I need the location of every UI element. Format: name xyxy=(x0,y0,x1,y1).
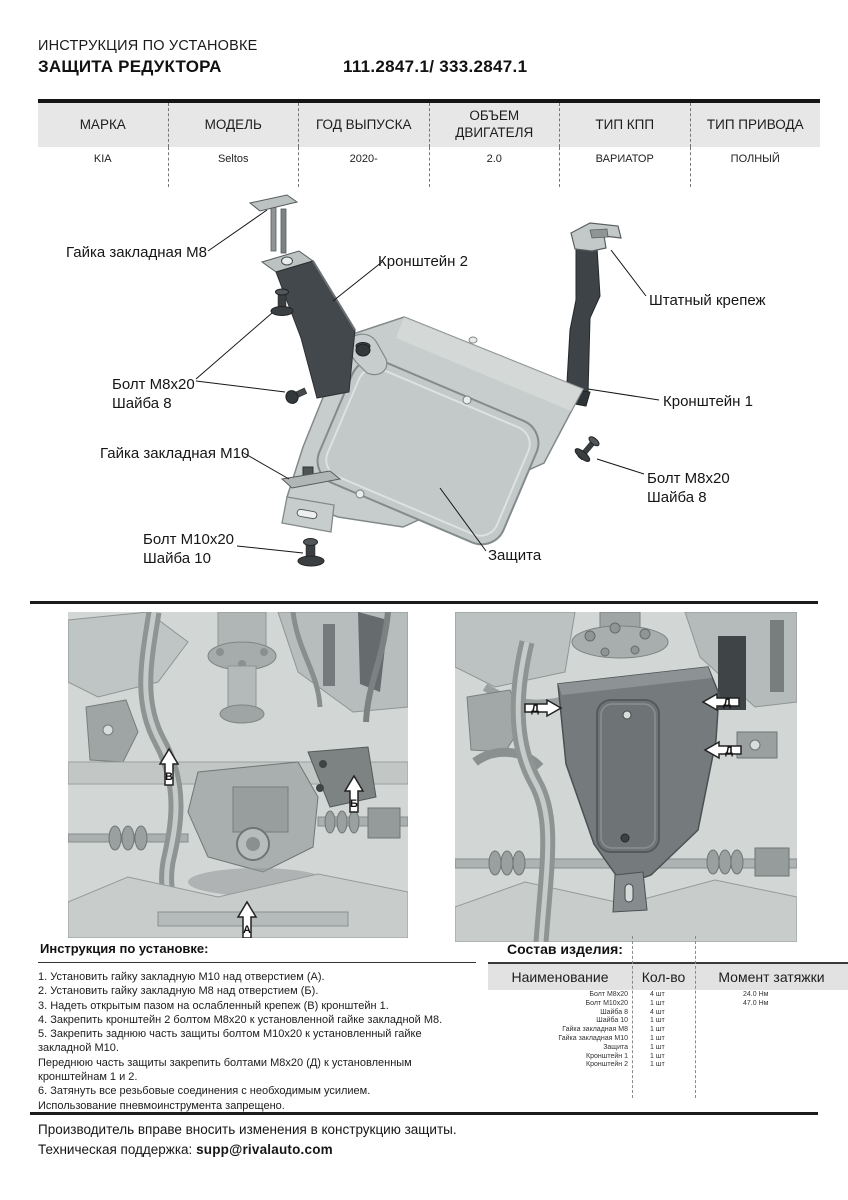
spec-header-drive: ТИП ПРИВОДА xyxy=(690,103,821,147)
footer-support xyxy=(38,1142,333,1157)
part-name: Болт М10х20 xyxy=(585,999,628,1007)
spec-value-gearbox: ВАРИАТОР xyxy=(559,147,690,187)
marker-letter-a: А xyxy=(243,924,251,936)
bolt-m10-washer-bottom xyxy=(298,539,324,567)
part-torque xyxy=(695,1009,848,1018)
spec-value-year: 2020- xyxy=(298,147,429,187)
label-washer-10: Шайба 10 xyxy=(143,550,211,567)
spec-header-year: ГОД ВЫПУСКА xyxy=(298,103,429,147)
support-label: Техническая поддержка: xyxy=(38,1142,193,1157)
label-oem-fastener: Штатный крепеж xyxy=(649,292,766,309)
parts-row xyxy=(488,1026,848,1035)
spec-value-model: Seltos xyxy=(168,147,299,187)
spec-table-values-row xyxy=(38,147,820,187)
section-divider xyxy=(30,601,818,604)
part-torque xyxy=(695,1035,848,1044)
instruction-step: 6. Затянуть все резьбовые соединения с необходимым усилием. xyxy=(38,1085,371,1098)
label-embedded-nut-m10: Гайка закладная М10 xyxy=(100,445,250,462)
part-torque xyxy=(695,1017,848,1026)
label-bolt-m8: Болт М8х20 xyxy=(112,376,195,393)
oem-fastener-part xyxy=(571,223,621,251)
part-torque xyxy=(695,1053,848,1062)
label-washer-8: Шайба 8 xyxy=(112,395,172,412)
spec-header-brand: МАРКА xyxy=(79,116,126,132)
parts-table-body xyxy=(488,991,848,1070)
doc-type-title: ИНСТРУКЦИЯ ПО УСТАНОВКЕ xyxy=(38,38,258,54)
part-torque xyxy=(695,1026,848,1035)
label-plate: Защита xyxy=(488,547,542,564)
marker-letter-d2: Д xyxy=(723,697,731,709)
part-qty: 1 шт xyxy=(650,1026,665,1034)
instruction-step: 2. Установить гайку закладную М8 над отверстием (Б). xyxy=(38,985,319,998)
parts-row xyxy=(488,1061,848,1070)
instruction-step: Переднюю часть защиты закрепить болтами М8х20 (Д) к установленным кронштейнам 1 и 2. xyxy=(38,1056,412,1084)
spec-table xyxy=(38,99,820,187)
part-name: Гайка закладная М8 xyxy=(562,1026,628,1034)
marker-letter-b: Б xyxy=(350,798,358,810)
label-bolt-m8-right: Болт М8х20 xyxy=(647,470,730,487)
parts-row xyxy=(488,1053,848,1062)
footer-disclaimer: Производитель вправе вносить изменения в конструкцию защиты. xyxy=(38,1122,457,1137)
marker-letter-d1: Д xyxy=(531,703,539,715)
bolt-m8-lower xyxy=(284,385,309,406)
spec-header-engine: ОБЪЕМ ДВИГАТЕЛЯ xyxy=(429,103,560,147)
parts-header-qty: Кол-во xyxy=(641,969,686,985)
part-name: Защита xyxy=(603,1043,628,1051)
label-washer-8-right: Шайба 8 xyxy=(647,489,707,506)
spec-value-brand: KIA xyxy=(93,153,112,165)
parts-row xyxy=(488,991,848,1000)
part-name: Кронштейн 2 xyxy=(586,1061,628,1069)
part-qty: 1 шт xyxy=(650,1017,665,1025)
plate-hole xyxy=(463,396,471,404)
label-embedded-nut-m8: Гайка закладная М8 xyxy=(66,244,207,261)
spec-table-header-row xyxy=(38,103,820,147)
embedded-nut-m8-part xyxy=(250,195,297,253)
part-numbers: 111.2847.1/ 333.2847.1 xyxy=(343,57,528,76)
left-photo-mount-points xyxy=(68,612,408,938)
parts-row xyxy=(488,1017,848,1026)
part-torque: 47.0 Нм xyxy=(743,999,769,1007)
spec-header-model: МОДЕЛЬ xyxy=(168,103,299,147)
part-torque: 24.0 Нм xyxy=(743,991,769,998)
marker-letter-d3: Д xyxy=(725,745,733,757)
product-title: ЗАЩИТА РЕДУКТОРА xyxy=(38,57,222,76)
parts-row xyxy=(488,1000,848,1009)
part-name: Гайка закладная М10 xyxy=(558,1034,628,1042)
parts-header-torque: Момент затяжки xyxy=(718,969,825,985)
installation-instructions xyxy=(38,941,476,1113)
part-name: Кронштейн 1 xyxy=(586,1052,628,1060)
part-qty: 1 шт xyxy=(650,999,665,1007)
part-qty: 1 шт xyxy=(650,1034,665,1042)
right-photo-installed-plate xyxy=(455,612,797,942)
instructions-title: Инструкция по установке: xyxy=(40,941,209,956)
parts-row xyxy=(488,1035,848,1044)
footer-rule xyxy=(30,1112,818,1115)
instruction-step: 3. Надеть открытым пазом на ослабленный крепеж (В) кронштейн 1. xyxy=(38,999,389,1012)
part-name: Шайба 10 xyxy=(596,1017,628,1025)
marker-letter-v: В xyxy=(165,771,173,783)
support-email[interactable]: supp@rivalauto.com xyxy=(196,1142,333,1157)
parts-row xyxy=(488,1009,848,1018)
label-bracket-2: Кронштейн 2 xyxy=(378,253,468,270)
parts-list-title: Состав изделия: xyxy=(507,941,623,957)
part-qty: 1 шт xyxy=(650,1052,665,1060)
instruction-step: Использование пневмоинструмента запрещено. xyxy=(38,1099,285,1112)
part-name: Болт М8х20 xyxy=(589,991,628,998)
spec-value-drive: ПОЛНЫЙ xyxy=(690,147,821,187)
label-bolt-m10: Болт М10х20 xyxy=(143,531,235,548)
part-qty: 4 шт xyxy=(650,991,665,998)
parts-header-name: Наименование xyxy=(511,969,609,985)
part-qty: 1 шт xyxy=(650,1061,665,1069)
parts-column-divider xyxy=(632,936,633,1098)
part-qty: 1 шт xyxy=(650,1043,665,1051)
spec-value-engine: 2.0 xyxy=(429,147,560,187)
part-qty: 4 шт xyxy=(650,1008,665,1016)
spec-header-gearbox: ТИП КПП xyxy=(559,103,690,147)
parts-row xyxy=(488,1044,848,1053)
parts-column-divider xyxy=(695,936,696,1098)
instruction-step: 1. Установить гайку закладную М10 над отверстием (А). xyxy=(38,971,325,983)
part-torque xyxy=(695,1061,848,1070)
instruction-step: 4. Закрепить кронштейн 2 болтом М8х20 к установленной гайке закладной М8. xyxy=(38,1013,443,1026)
part-name: Шайба 8 xyxy=(600,1008,628,1016)
label-bracket-1: Кронштейн 1 xyxy=(663,393,753,410)
plate-hole xyxy=(356,490,364,498)
instructions-rule xyxy=(38,962,476,963)
parts-table-header xyxy=(488,962,848,990)
instruction-step: 5. Закрепить заднюю часть защиты болтом М10х20 к установленный гайке закладной М10. xyxy=(38,1028,422,1055)
part-torque xyxy=(695,1044,848,1053)
exploded-diagram xyxy=(0,188,848,603)
bracket-2-part xyxy=(262,251,355,398)
